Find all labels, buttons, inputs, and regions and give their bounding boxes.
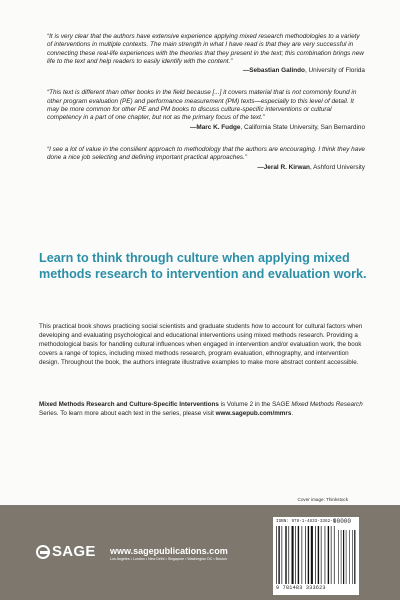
review-quote-1 xyxy=(47,33,365,75)
series-text-1: is Volume 2 in the SAGE xyxy=(218,401,292,408)
series-info xyxy=(39,400,363,418)
quote-text: “I see a lot of value in the consilient approach to methodology that the authors are encouraging. I think they have done a nice job selecting and defining important practical approaches.” xyxy=(47,145,365,162)
sage-logo xyxy=(36,543,96,560)
quote-author: —Sebastian Galindo xyxy=(242,67,305,75)
quote-affiliation: , University of Florida xyxy=(304,67,365,75)
quote-author: —Marc K. Fudge xyxy=(190,123,241,131)
series-text-2: Series. To learn more about each text in the series, please visit xyxy=(39,410,216,418)
isbn-number: 9 781483 333623 xyxy=(276,585,326,591)
price-code: 90000 xyxy=(333,518,352,525)
review-quote-2 xyxy=(47,89,365,131)
book-title: Mixed Methods Research and Culture-Specific Interventions xyxy=(39,401,219,408)
headline: Learn to think through culture when applying mixed methods research to intervention and evaluation work. xyxy=(39,251,367,281)
quote-text: “It is very clear that the authors have extensive experience applying mixed research methodologies to a variety of interventions in multiple contexts. The main strength in what I have read is that they are very successful in connecting these real-life experiences with the theories that they present in the text; this combination brings new life to the text and help readers to easily identify with the content.” xyxy=(47,33,364,65)
quote-attribution xyxy=(47,67,365,75)
sage-logo-text: SAGE xyxy=(52,543,96,560)
series-text-3: . xyxy=(291,410,294,418)
footer-band xyxy=(0,505,400,600)
sage-logo-icon xyxy=(36,545,50,559)
barcode-box xyxy=(273,517,359,595)
quote-text: “This text is different than other books in the field because [...] it covers material that is not commonly found in other program evaluation (PE) and performance measurement (PM) texts—especially to this level of detail. It may be more common for other PE and PM books to discuss culture-specific interventions or cultural competency in a part of one chapter, but not as the primary focus of the text.” xyxy=(47,89,357,122)
review-quote-3 xyxy=(47,146,365,172)
book-description: This practical book shows practicing social scientists and graduate students how to account for cultural factors when developing and evaluating psychological and educational interventions using mixed methods research. Providing a methodological basis for handling cultural influences when engaged in intervention and/or evaluation work, the book covers a range of topics, including mixed methods research, program evaluation, ethnography, and intervention design. Throughout the book, the authors integrate illustrative examples to make more abstract content accessible. xyxy=(39,323,363,367)
series-name: Mixed Methods Research xyxy=(291,401,363,408)
barcode-icon xyxy=(276,526,356,584)
quote-affiliation: , California State University, San Bernardino xyxy=(240,123,365,131)
quote-author: —Jeral R. Kirwan xyxy=(257,163,310,171)
isbn-label: ISBN: 978-1-4833-3362-3 xyxy=(276,519,336,524)
publisher-website: www.sagepublications.com xyxy=(110,546,228,556)
quote-affiliation: , Ashford University xyxy=(309,163,365,171)
review-quotes xyxy=(47,33,365,186)
quote-attribution xyxy=(47,164,365,172)
publisher-cities: Los Angeles • London • New Delhi • Singapore • Washington DC • Boston xyxy=(110,557,227,561)
cover-credit: Cover image: Thinkstock xyxy=(297,497,348,502)
quote-attribution xyxy=(47,124,365,132)
series-url: www.sagepub.com/mmrs xyxy=(215,410,292,418)
